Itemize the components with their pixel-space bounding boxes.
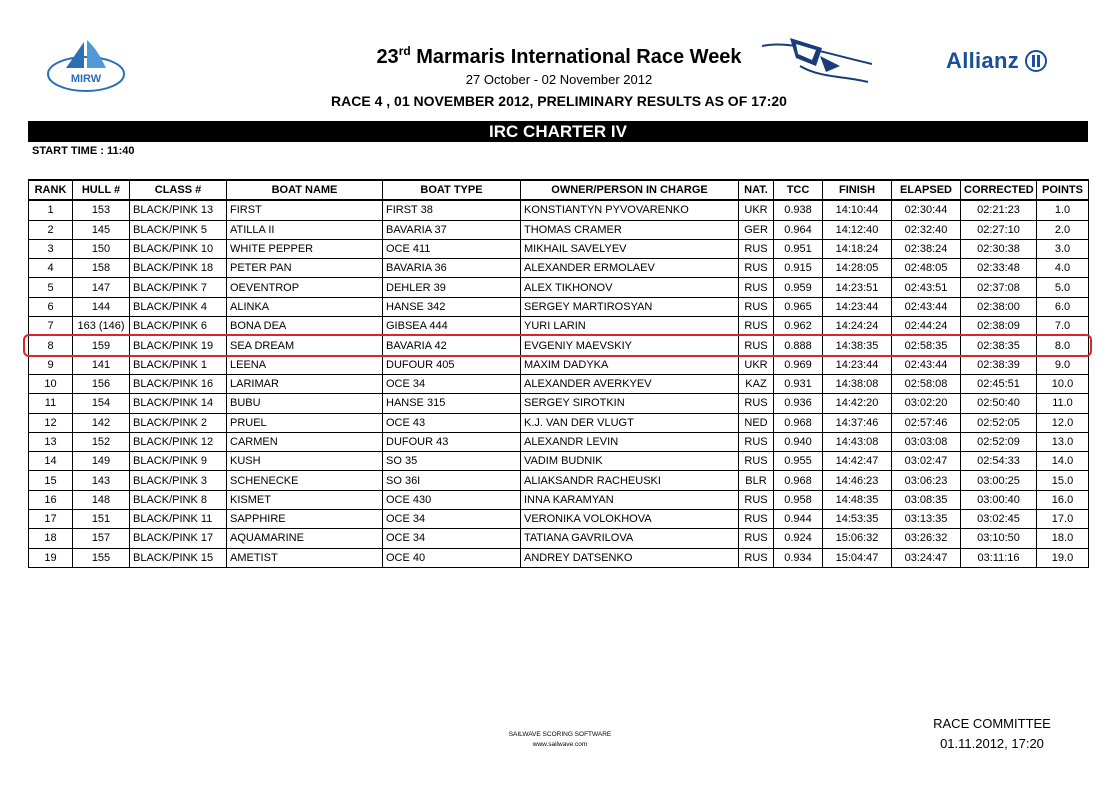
table-cell: 8.0 [1037, 336, 1089, 355]
table-cell: 14:18:24 [823, 239, 892, 258]
table-row [29, 413, 1089, 432]
table-cell: HANSE 315 [383, 394, 521, 413]
table-cell: BLACK/PINK 13 [130, 200, 227, 220]
table-cell: BONA DEA [227, 317, 383, 336]
table-cell: 9 [29, 355, 73, 374]
table-cell: 15:04:47 [823, 548, 892, 567]
table-cell: ALEXANDER AVERKYEV [521, 374, 739, 393]
table-cell: 14:53:35 [823, 510, 892, 529]
table-cell: RUS [739, 529, 774, 548]
table-cell: 0.924 [774, 529, 823, 548]
table-cell: THOMAS CRAMER [521, 220, 739, 239]
table-cell: 15 [29, 471, 73, 490]
table-cell: BLACK/PINK 4 [130, 297, 227, 316]
table-cell: ALEXANDER ERMOLAEV [521, 259, 739, 278]
table-cell: 147 [73, 278, 130, 297]
table-cell: OCE 34 [383, 374, 521, 393]
table-cell: LEENA [227, 355, 383, 374]
table-cell: 19.0 [1037, 548, 1089, 567]
table-cell: 02:33:48 [961, 259, 1037, 278]
table-cell: NED [739, 413, 774, 432]
table-cell: 03:02:20 [892, 394, 961, 413]
table-cell: 0.944 [774, 510, 823, 529]
table-cell: ALINKA [227, 297, 383, 316]
table-cell: 02:38:09 [961, 317, 1037, 336]
table-row [29, 471, 1089, 490]
table-cell: 0.965 [774, 297, 823, 316]
table-cell: 0.955 [774, 452, 823, 471]
table-row [29, 220, 1089, 239]
table-cell: TATIANA GAVRILOVA [521, 529, 739, 548]
table-cell: BLACK/PINK 18 [130, 259, 227, 278]
table-cell: DUFOUR 43 [383, 432, 521, 451]
table-cell: GER [739, 220, 774, 239]
table-cell: 03:11:16 [961, 548, 1037, 567]
column-header: NAT. [739, 180, 774, 200]
title-ordinal: rd [398, 44, 411, 58]
table-cell: BLACK/PINK 7 [130, 278, 227, 297]
table-row [29, 278, 1089, 297]
table-cell: 14:38:08 [823, 374, 892, 393]
table-cell: BLACK/PINK 11 [130, 510, 227, 529]
table-cell: BLACK/PINK 14 [130, 394, 227, 413]
table-cell: FIRST [227, 200, 383, 220]
column-header: TCC [774, 180, 823, 200]
column-header: FINISH [823, 180, 892, 200]
table-cell: AQUAMARINE [227, 529, 383, 548]
table-row [29, 490, 1089, 509]
table-cell: 4 [29, 259, 73, 278]
table-cell: 7 [29, 317, 73, 336]
table-cell: 14:46:23 [823, 471, 892, 490]
results-table [28, 179, 1089, 568]
table-cell: ANDREY DATSENKO [521, 548, 739, 567]
table-cell: 12 [29, 413, 73, 432]
header-row [29, 180, 1089, 200]
table-cell: 9.0 [1037, 355, 1089, 374]
table-cell: 0.940 [774, 432, 823, 451]
table-cell: 03:08:35 [892, 490, 961, 509]
table-cell: 03:26:32 [892, 529, 961, 548]
table-cell: 03:02:45 [961, 510, 1037, 529]
table-cell: K.J. VAN DER VLUGT [521, 413, 739, 432]
table-cell: 154 [73, 394, 130, 413]
table-cell: 0.931 [774, 374, 823, 393]
table-row [29, 239, 1089, 258]
software-name: SAILWAVE SCORING SOFTWARE [508, 731, 612, 738]
committee-label: RACE COMMITTEE [933, 716, 1051, 731]
table-cell: BLACK/PINK 3 [130, 471, 227, 490]
table-cell: 145 [73, 220, 130, 239]
table-cell: 03:03:08 [892, 432, 961, 451]
table-cell: 19 [29, 548, 73, 567]
table-cell: RUS [739, 336, 774, 355]
table-cell: ALEX TIKHONOV [521, 278, 739, 297]
table-cell: 152 [73, 432, 130, 451]
table-cell: BLACK/PINK 8 [130, 490, 227, 509]
table-cell: PRUEL [227, 413, 383, 432]
table-cell: 14:42:47 [823, 452, 892, 471]
table-cell: MAXIM DADYKA [521, 355, 739, 374]
column-header: POINTS [1037, 180, 1089, 200]
table-cell: AMETIST [227, 548, 383, 567]
table-cell: SO 36I [383, 471, 521, 490]
table-cell: 163 (146) [73, 317, 130, 336]
allianz-eagle-icon [1025, 50, 1047, 72]
table-cell: SEA DREAM [227, 336, 383, 355]
page-header [300, 38, 818, 111]
table-row [29, 259, 1089, 278]
table-cell: 02:27:10 [961, 220, 1037, 239]
table-row [29, 200, 1089, 220]
table-cell: 03:24:47 [892, 548, 961, 567]
table-cell: 14:10:44 [823, 200, 892, 220]
table-row [29, 452, 1089, 471]
table-cell: UKR [739, 355, 774, 374]
table-cell: 15.0 [1037, 471, 1089, 490]
table-cell: 13 [29, 432, 73, 451]
table-cell: 14:23:44 [823, 355, 892, 374]
software-website[interactable]: www.sailwave.com [532, 741, 588, 748]
table-cell: VERONIKA VOLOKHOVA [521, 510, 739, 529]
table-cell: VADIM BUDNIK [521, 452, 739, 471]
table-header [29, 180, 1089, 200]
table-cell: ALEXANDR LEVIN [521, 432, 739, 451]
table-cell: OCE 430 [383, 490, 521, 509]
column-header: HULL # [73, 180, 130, 200]
table-cell: OCE 43 [383, 413, 521, 432]
table-cell: BLACK/PINK 10 [130, 239, 227, 258]
event-title [300, 38, 818, 70]
race-committee-signoff [930, 714, 1054, 754]
table-cell: 02:52:05 [961, 413, 1037, 432]
mirw-logo-text: MIRW [70, 73, 102, 85]
table-cell: 0.968 [774, 471, 823, 490]
sailboat-icon [46, 38, 126, 94]
table-cell: 14:23:51 [823, 278, 892, 297]
column-header: CLASS # [130, 180, 227, 200]
allianz-text: Allianz [946, 48, 1019, 73]
table-cell: BAVARIA 37 [383, 220, 521, 239]
table-cell: SCHENECKE [227, 471, 383, 490]
start-time: START TIME : 11:40 [32, 145, 135, 157]
table-cell: 1 [29, 200, 73, 220]
table-cell: 02:43:44 [892, 297, 961, 316]
table-row [29, 510, 1089, 529]
table-cell: 17 [29, 510, 73, 529]
table-cell: 02:38:35 [961, 336, 1037, 355]
table-cell: BLACK/PINK 6 [130, 317, 227, 336]
table-cell: OCE 411 [383, 239, 521, 258]
column-header: ELAPSED [892, 180, 961, 200]
table-row [29, 317, 1089, 336]
table-cell: DUFOUR 405 [383, 355, 521, 374]
table-cell: 0.934 [774, 548, 823, 567]
table-cell: PETER PAN [227, 259, 383, 278]
table-cell: 0.938 [774, 200, 823, 220]
table-cell: OCE 40 [383, 548, 521, 567]
table-cell: 02:30:44 [892, 200, 961, 220]
table-cell: 0.959 [774, 278, 823, 297]
table-cell: 13.0 [1037, 432, 1089, 451]
table-cell: 2 [29, 220, 73, 239]
race-info: RACE 4 , 01 NOVEMBER 2012, PRELIMINARY RESULTS AS OF 17:20 [331, 92, 787, 109]
table-cell: 157 [73, 529, 130, 548]
table-cell: 02:37:08 [961, 278, 1037, 297]
table-row [29, 355, 1089, 374]
table-cell: CARMEN [227, 432, 383, 451]
table-cell: 0.951 [774, 239, 823, 258]
table-cell: 3 [29, 239, 73, 258]
table-cell: BLACK/PINK 2 [130, 413, 227, 432]
table-cell: SAPPHIRE [227, 510, 383, 529]
table-cell: 02:58:35 [892, 336, 961, 355]
table-cell: 03:00:40 [961, 490, 1037, 509]
table-cell: 02:32:40 [892, 220, 961, 239]
table-cell: BLACK/PINK 5 [130, 220, 227, 239]
table-cell: BLACK/PINK 9 [130, 452, 227, 471]
table-row [29, 297, 1089, 316]
table-cell: 03:10:50 [961, 529, 1037, 548]
table-cell: EVGENIY MAEVSKIY [521, 336, 739, 355]
table-cell: 14:12:40 [823, 220, 892, 239]
title-text: Marmaris International Race Week [410, 45, 742, 68]
table-cell: 03:13:35 [892, 510, 961, 529]
table-cell: 02:57:46 [892, 413, 961, 432]
title-number: 23 [376, 45, 399, 68]
table-cell: 14 [29, 452, 73, 471]
table-cell: 0.969 [774, 355, 823, 374]
table-cell: 02:50:40 [961, 394, 1037, 413]
table-cell: 14:42:20 [823, 394, 892, 413]
table-cell: 0.915 [774, 259, 823, 278]
event-dates: 27 October - 02 November 2012 [465, 71, 653, 87]
table-cell: BLACK/PINK 19 [130, 336, 227, 355]
table-cell: RUS [739, 259, 774, 278]
table-cell: 11.0 [1037, 394, 1089, 413]
table-cell: 02:43:51 [892, 278, 961, 297]
table-cell: 153 [73, 200, 130, 220]
table-cell: 3.0 [1037, 239, 1089, 258]
table-cell: BAVARIA 36 [383, 259, 521, 278]
table-cell: SERGEY MARTIROSYAN [521, 297, 739, 316]
table-cell: OCE 34 [383, 510, 521, 529]
table-cell: GIBSEA 444 [383, 317, 521, 336]
table-cell: 0.936 [774, 394, 823, 413]
table-cell: RUS [739, 278, 774, 297]
table-cell: 0.964 [774, 220, 823, 239]
table-cell: 142 [73, 413, 130, 432]
column-header: BOAT TYPE [383, 180, 521, 200]
table-cell: 14.0 [1037, 452, 1089, 471]
table-row [29, 432, 1089, 451]
table-cell: 16 [29, 490, 73, 509]
table-cell: BLACK/PINK 1 [130, 355, 227, 374]
table-body [29, 200, 1089, 567]
table-cell: FIRST 38 [383, 200, 521, 220]
table-cell: 0.958 [774, 490, 823, 509]
table-cell: RUS [739, 239, 774, 258]
table-cell: 02:52:09 [961, 432, 1037, 451]
table-cell: 02:48:05 [892, 259, 961, 278]
table-cell: INNA KARAMYAN [521, 490, 739, 509]
table-cell: ATILLA II [227, 220, 383, 239]
table-cell: 14:37:46 [823, 413, 892, 432]
table-cell: KONSTIANTYN PYVOVARENKO [521, 200, 739, 220]
table-cell: 02:38:00 [961, 297, 1037, 316]
column-header: CORRECTED [961, 180, 1037, 200]
table-cell: 158 [73, 259, 130, 278]
table-cell: YURI LARIN [521, 317, 739, 336]
table-cell: RUS [739, 548, 774, 567]
table-cell: 11 [29, 394, 73, 413]
table-cell: 02:38:24 [892, 239, 961, 258]
table-cell: 0.888 [774, 336, 823, 355]
table-cell: 02:43:44 [892, 355, 961, 374]
table-cell: SERGEY SIROTKIN [521, 394, 739, 413]
table-cell: 5 [29, 278, 73, 297]
table-row [29, 548, 1089, 567]
table-cell: RUS [739, 394, 774, 413]
table-cell: 6 [29, 297, 73, 316]
table-row [29, 394, 1089, 413]
table-cell: 14:48:35 [823, 490, 892, 509]
table-cell: BAVARIA 42 [383, 336, 521, 355]
table-cell: 150 [73, 239, 130, 258]
column-header: RANK [29, 180, 73, 200]
table-cell: BLACK/PINK 12 [130, 432, 227, 451]
table-cell: 1.0 [1037, 200, 1089, 220]
table-cell: BLR [739, 471, 774, 490]
table-cell: 151 [73, 510, 130, 529]
table-cell: 03:00:25 [961, 471, 1037, 490]
table-cell: BLACK/PINK 17 [130, 529, 227, 548]
table-cell: LARIMAR [227, 374, 383, 393]
table-cell: MIKHAIL SAVELYEV [521, 239, 739, 258]
table-cell: RUS [739, 317, 774, 336]
table-cell: 4.0 [1037, 259, 1089, 278]
table-cell: 7.0 [1037, 317, 1089, 336]
table-cell: RUS [739, 490, 774, 509]
table-cell: KUSH [227, 452, 383, 471]
table-cell: BUBU [227, 394, 383, 413]
table-cell: UKR [739, 200, 774, 220]
table-cell: 14:24:24 [823, 317, 892, 336]
table-cell: RUS [739, 510, 774, 529]
table-cell: 02:21:23 [961, 200, 1037, 220]
flag-icon [760, 36, 876, 84]
table-cell: KAZ [739, 374, 774, 393]
table-cell: 148 [73, 490, 130, 509]
table-cell: 159 [73, 336, 130, 355]
table-cell: 8 [29, 336, 73, 355]
table-cell: BLACK/PINK 15 [130, 548, 227, 567]
table-cell: KISMET [227, 490, 383, 509]
table-cell: DEHLER 39 [383, 278, 521, 297]
table-cell: HANSE 342 [383, 297, 521, 316]
table-cell: 02:58:08 [892, 374, 961, 393]
table-cell: 03:02:47 [892, 452, 961, 471]
table-cell: 17.0 [1037, 510, 1089, 529]
table-row [29, 529, 1089, 548]
table-cell: 02:45:51 [961, 374, 1037, 393]
table-cell: RUS [739, 297, 774, 316]
table-cell: 143 [73, 471, 130, 490]
table-cell: 10.0 [1037, 374, 1089, 393]
table-cell: WHITE PEPPER [227, 239, 383, 258]
table-cell: 156 [73, 374, 130, 393]
table-cell: RUS [739, 452, 774, 471]
mirw-logo [46, 38, 126, 94]
table-cell: 12.0 [1037, 413, 1089, 432]
table-cell: 02:54:33 [961, 452, 1037, 471]
table-row [29, 374, 1089, 393]
table-cell: 10 [29, 374, 73, 393]
table-cell: 14:23:44 [823, 297, 892, 316]
table-cell: 02:38:39 [961, 355, 1037, 374]
highlight-ring [23, 334, 1092, 357]
table-cell: 14:43:08 [823, 432, 892, 451]
column-header: OWNER/PERSON IN CHARGE [521, 180, 739, 200]
table-cell: OCE 34 [383, 529, 521, 548]
table-cell: 6.0 [1037, 297, 1089, 316]
table-cell: 0.962 [774, 317, 823, 336]
signoff-timestamp: 01.11.2012, 17:20 [940, 736, 1044, 751]
table-cell: SO 35 [383, 452, 521, 471]
table-cell: 5.0 [1037, 278, 1089, 297]
column-header: BOAT NAME [227, 180, 383, 200]
table-cell: RUS [739, 432, 774, 451]
table-cell: 0.968 [774, 413, 823, 432]
table-cell: 18.0 [1037, 529, 1089, 548]
table-cell: 2.0 [1037, 220, 1089, 239]
table-cell: 15:06:32 [823, 529, 892, 548]
table-cell: 14:28:05 [823, 259, 892, 278]
table-cell: OEVENTROP [227, 278, 383, 297]
table-cell: BLACK/PINK 16 [130, 374, 227, 393]
table-cell: 16.0 [1037, 490, 1089, 509]
table-cell: 02:44:24 [892, 317, 961, 336]
table-cell: 141 [73, 355, 130, 374]
table-cell: 02:30:38 [961, 239, 1037, 258]
table-cell: 03:06:23 [892, 471, 961, 490]
table-cell: 144 [73, 297, 130, 316]
table-cell: ALIAKSANDR RACHEUSKI [521, 471, 739, 490]
table-cell: 149 [73, 452, 130, 471]
table-cell: 155 [73, 548, 130, 567]
scoring-software-credit [480, 730, 640, 750]
allianz-logo [946, 48, 1047, 74]
club-flag-logo [760, 36, 876, 84]
table-cell: 14:38:35 [823, 336, 892, 355]
class-title-bar: IRC CHARTER IV [28, 121, 1088, 142]
table-cell: 18 [29, 529, 73, 548]
